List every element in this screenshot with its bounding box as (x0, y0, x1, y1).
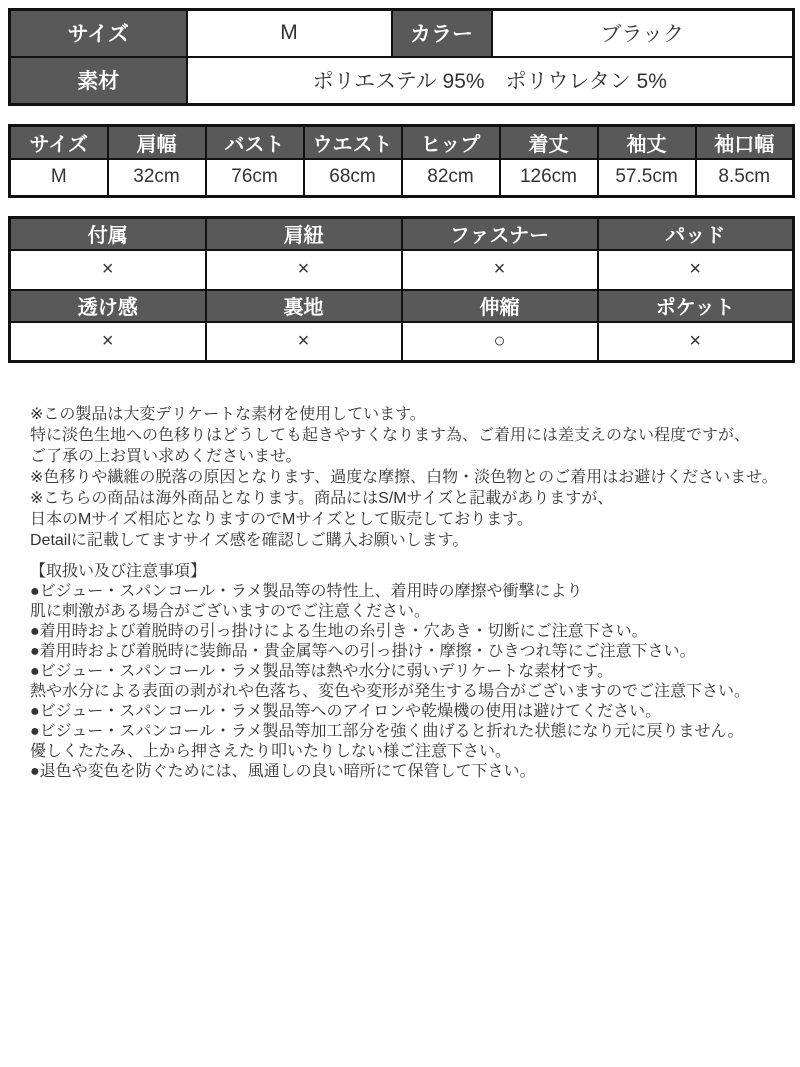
material-label-cell: 素材 (10, 57, 187, 105)
note-line: ●ビジュー・スパンコール・ラメ製品等加工部分を強く曲げると折れた状態になり元に戻りません。 (30, 723, 744, 740)
note-line: 熱や水分による表面の剥がれや色落ち、変色や変形が発生する場合がございますのでご注意下さい。 (30, 683, 751, 700)
measurement-header-bust: バスト (206, 126, 304, 159)
measurement-header-waist: ウエスト (304, 126, 402, 159)
measurement-value-cuff: 8.5cm (696, 159, 794, 197)
material-notes-block (30, 404, 780, 551)
measurement-value-waist: 68cm (304, 159, 402, 197)
size-value-cell: M (187, 10, 392, 57)
note-line: ●ビジュー・スパンコール・ラメ製品等へのアイロンや乾燥機の使用は避けてください。 (30, 703, 662, 720)
handling-notes-title: 【取扱い及び注意事項】 (30, 563, 207, 580)
note-line: ●退色や変色を防ぐためには、風通しの良い暗所にて保管して下さい。 (30, 763, 536, 780)
note-line: ※こちらの商品は海外商品となります。商品にはS/Mサイズと記載がありますが、 (30, 490, 614, 507)
note-line: ●ビジュー・スパンコール・ラメ製品等の特性上、着用時の摩擦や衝撃により (30, 583, 583, 600)
feature-value-strap: × (206, 250, 402, 290)
measurements-table (8, 124, 795, 198)
note-line: ※この製品は大変デリケートな素材を使用しています。 (30, 406, 426, 423)
feature-value-stretch: ○ (402, 322, 598, 362)
measurement-value-bust: 76cm (206, 159, 304, 197)
measurement-header-size: サイズ (10, 126, 108, 159)
feature-value-pocket: × (598, 322, 794, 362)
note-line: 特に淡色生地への色移りはどうしても起きやすくなります為、ご着用には差支えのない程度ですが、 (30, 427, 751, 444)
measurement-value-hip: 82cm (402, 159, 500, 197)
feature-value-accessory: × (10, 250, 206, 290)
measurement-header-shoulder: 肩幅 (108, 126, 206, 159)
material-value-cell: ポリエステル 95% ポリウレタン 5% (187, 57, 794, 105)
handling-notes-block (30, 562, 780, 782)
feature-header-strap: 肩紐 (206, 218, 402, 250)
size-label-cell: サイズ (10, 10, 187, 57)
note-line: 優しくたたみ、上から押さえたり叩いたりしない様ご注意下さい。 (30, 743, 511, 760)
features-header-row-2 (10, 290, 794, 322)
features-header-row-1 (10, 218, 794, 250)
note-line: ●着用時および着脱時に装飾品・貴金属等への引っ掛け・摩擦・ひきつれ等にご注意下さい。 (30, 643, 696, 660)
measurement-value-length: 126cm (500, 159, 598, 197)
note-line: 日本のMサイズ相応となりますのでMサイズとして販売しております。 (30, 511, 533, 528)
measurement-header-hip: ヒップ (402, 126, 500, 159)
note-line: ●ビジュー・スパンコール・ラメ製品等は熱や水分に弱いデリケートな素材です。 (30, 663, 613, 680)
measurement-header-sleeve: 袖丈 (598, 126, 696, 159)
measurements-header-row (10, 126, 794, 159)
feature-header-accessory: 付属 (10, 218, 206, 250)
feature-header-sheerness: 透け感 (10, 290, 206, 322)
feature-header-fastener: ファスナー (402, 218, 598, 250)
notes-section (0, 404, 800, 782)
spec-size-color-row (10, 10, 794, 57)
feature-header-lining: 裏地 (206, 290, 402, 322)
feature-value-pad: × (598, 250, 794, 290)
note-line: ※色移りや繊維の脱落の原因となります、過度な摩擦、白物・淡色物とのご着用はお避けくださいませ。 (30, 469, 778, 486)
features-table (8, 216, 795, 363)
spec-table (8, 8, 795, 106)
features-value-row-2 (10, 322, 794, 362)
note-line: ●着用時および着脱時の引っ掛けによる生地の糸引き・穴あき・切断にご注意下さい。 (30, 623, 648, 640)
spec-material-row (10, 57, 794, 105)
note-line: ご了承の上お買い求めくださいませ。 (30, 448, 302, 465)
features-value-row-1 (10, 250, 794, 290)
measurement-value-shoulder: 32cm (108, 159, 206, 197)
measurements-value-row (10, 159, 794, 197)
measurement-value-sleeve: 57.5cm (598, 159, 696, 197)
measurement-header-length: 着丈 (500, 126, 598, 159)
color-value-cell: ブラック (492, 10, 794, 57)
feature-value-lining: × (206, 322, 402, 362)
feature-header-stretch: 伸縮 (402, 290, 598, 322)
note-line: Detailに記載してますサイズ感を確認しご購入お願いします。 (30, 532, 469, 549)
feature-header-pad: パッド (598, 218, 794, 250)
feature-header-pocket: ポケット (598, 290, 794, 322)
measurement-header-cuff: 袖口幅 (696, 126, 794, 159)
measurement-value-size: M (10, 159, 108, 197)
feature-value-fastener: × (402, 250, 598, 290)
color-label-cell: カラー (392, 10, 492, 57)
feature-value-sheerness: × (10, 322, 206, 362)
note-line: 肌に刺激がある場合がございますのでご注意ください。 (30, 603, 431, 620)
